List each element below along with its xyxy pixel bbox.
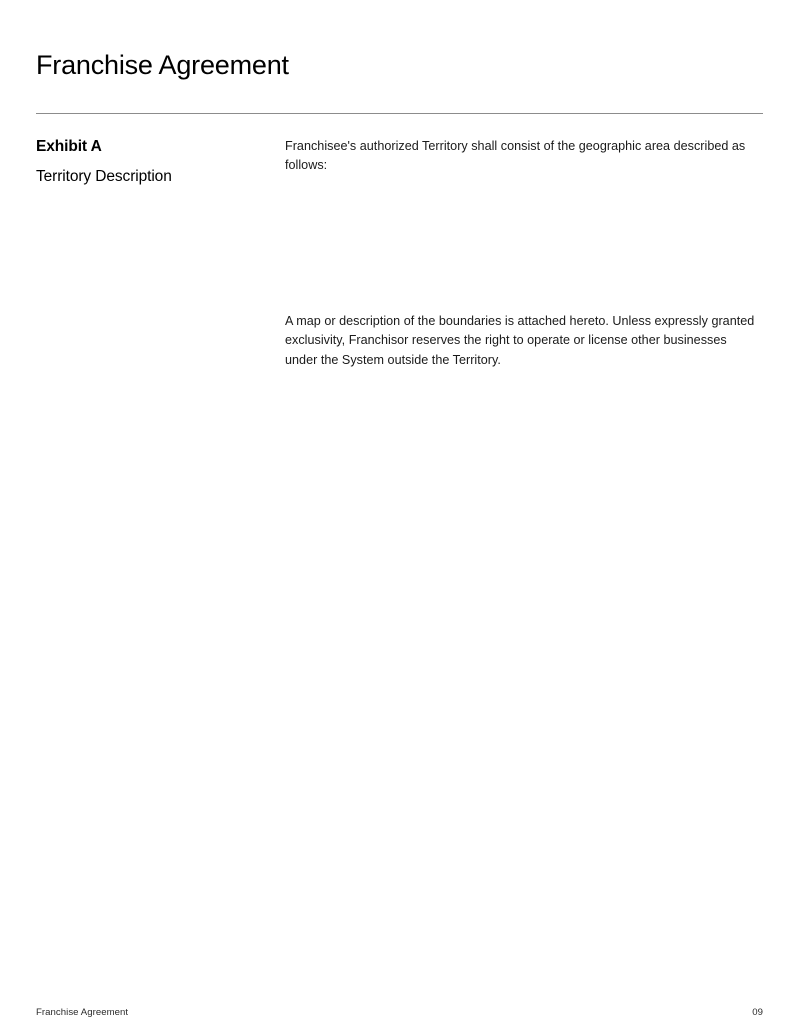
footer-page-number: 09	[752, 1007, 763, 1018]
territory-description-blank-space	[285, 176, 763, 312]
section-label-column	[36, 134, 285, 188]
exhibit-heading: Exhibit A	[36, 138, 102, 155]
section-body-column	[285, 134, 763, 370]
body-paragraph-1: Franchisee's authorized Territory shall consist of the geographic area described as follows:	[285, 139, 746, 173]
body-paragraph-2: A map or description of the boundaries is attached hereto. Unless expressly granted exclusivity, Franchisor reserves the right to operate or license other businesses under the System outside the Territory.	[285, 313, 755, 367]
exhibit-section	[36, 134, 763, 370]
page-content	[36, 134, 763, 370]
page-footer	[36, 1006, 763, 1020]
page-title: Franchise Agreement	[36, 50, 289, 81]
footer-document-name: Franchise Agreement	[36, 1007, 129, 1018]
header-divider	[36, 113, 763, 114]
exhibit-subheading: Territory Description	[36, 168, 172, 185]
